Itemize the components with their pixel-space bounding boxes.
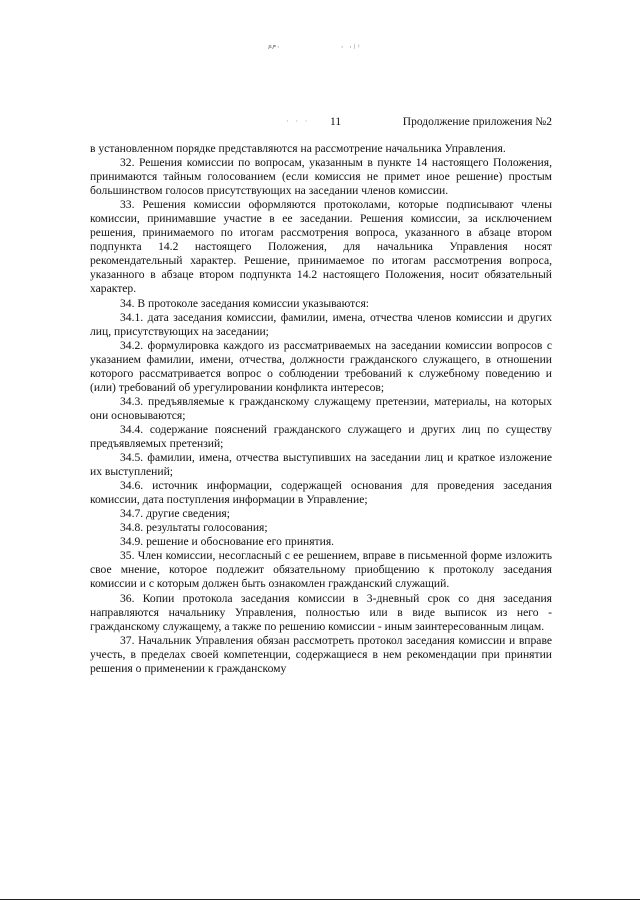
scan-artifact: · ·ʲᶦ [340, 44, 362, 52]
document-body [90, 142, 552, 676]
page-number: 11 [330, 116, 342, 128]
paragraph: 37. Начальник Управления обязан рассмотреть протокол заседания комиссии и вправе учесть, в пределах своей компетенции, содержащиеся в нем рекомендации при принятии решения о применении к гражданскому [90, 633, 552, 675]
paragraph: 34.8. результаты голосования; [120, 521, 268, 535]
paragraph: 34.3. предъявляемые к гражданскому служащему претензии, материалы, на которых они основываются; [90, 394, 552, 422]
paragraph: 34.9. решение и обоснование его принятия. [120, 535, 335, 549]
paragraph: 34.2. формулировка каждого из рассматриваемых на заседании комиссии вопросов с указанием фамилии, имени, отчества, должности гражданского служащего, в отношении которого рассматривается вопрос о соблюдении требований к служебному поведению и (или) требований об урегулировании конфликта интересов; [90, 338, 552, 394]
paragraph: в установленном порядке представляются на рассмотрение начальника Управления. [90, 142, 506, 155]
paragraph: 32. Решения комиссии по вопросам, указанным в пункте 14 настоящего Положения, принимаются тайным голосованием (если комиссия не примет иное решение) простым большинством голосов присутствующих на заседании членов комиссии. [90, 156, 552, 198]
paragraph: 34.7. другие сведения; [120, 507, 230, 521]
paragraph: 34.5. фамилии, имена, отчества выступивших на заседании лиц и краткое изложение их выступлений; [90, 451, 552, 479]
scan-dots: · · · [286, 116, 310, 126]
paragraph: 33. Решения комиссии оформляются протоколами, которые подписывают члены комиссии, принимавшие участие в ее заседании. Решения комиссии, за исключением решения, принимаемого по итогам рассмотрения вопроса, указанного в абзаце втором подпункта 14.2 настоящего Положения, для начальника Управления носят рекомендательный характер. Решение, принимаемое по итогам рассмотрения вопроса, указанного в абзаце втором подпункта 14.2 настоящего Положения, носит обязательный характер. [90, 198, 552, 296]
paragraph: 34. В протоколе заседания комиссии указываются: [120, 296, 369, 310]
scan-artifact: ጾፆ· [268, 44, 281, 52]
paragraph: 34.1. дата заседания комиссии, фамилии, имена, отчества членов комиссии и других лиц, присутствующих на заседании; [90, 310, 552, 338]
paragraph: 35. Член комиссии, несогласный с ее решением, вправе в письменной форме изложить свое мнение, которое подлежит обязательному приобщению к протоколу заседания комиссии и с которым должен быть ознакомлен гражданский служащий. [90, 549, 552, 591]
paragraph: 34.6. источник информации, содержащей основания для проведения заседания комиссии, дата поступления информации в Управление; [90, 479, 552, 507]
paragraph: 34.4. содержание пояснений гражданского служащего и других лиц по существу предъявляемых претензий; [90, 422, 552, 450]
paragraph: 36. Копии протокола заседания комиссии в 3-дневный срок со дня заседания направляются начальнику Управления, полностью или в виде выписок из него - гражданскому служащему, а также по решению комиссии - иным заинтересованным лицам. [90, 591, 552, 633]
bottom-rule [0, 899, 640, 900]
appendix-label: Продолжение приложения №2 [402, 116, 552, 128]
page-header [90, 116, 552, 132]
